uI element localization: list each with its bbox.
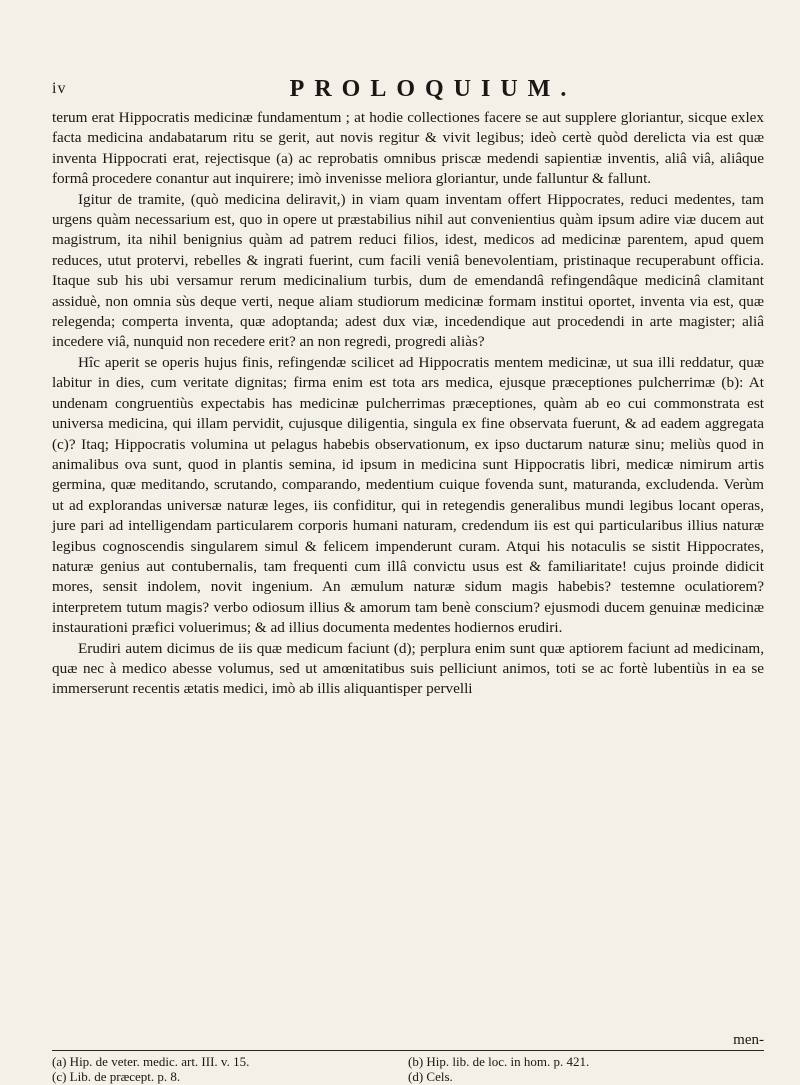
paragraph-1: terum erat Hippocratis medicinæ fundamentum ; at hodie collectiones facere se aut supplere gloriantur, sicque exlex facta medicina andabatarum ritu se gerit, aut novis regitur & vivit legibus; ideò certè quòd derelicta via est quæ inventa Hippocrati erat, rejectisque (a) ac reprobatis omnibus priscæ medendi sapientiæ inventis, aliâ viâ, aliâque formâ procedere conantur aut inquirere; imò invenisse meliora gloriantur, unde falluntur & fallunt.: [52, 109, 764, 188]
catchword: men-: [733, 1032, 764, 1048]
footnote-a: (a) Hip. de veter. medic. art. III. v. 15.: [52, 1054, 250, 1069]
page-number: iv: [52, 80, 67, 97]
paragraph-3: Hîc aperit se operis hujus finis, refingendæ scilicet ad Hippocratis mentem medicinæ, ut sua illi reddatur, quæ labitur in dies, cum veritate dignitas; firma enim est tota ars medica, ejusque præceptiones pulcherrimæ (b): At undenam congruentiùs expectabis has medicinæ pulcherrimas præceptiones, quàm ab eo cui commonstrata est universa medicina, qui illam pervidit, cujusque diligentia, singula ex fine observata fuerunt, & ad eadem aggregata (c)? Itaq; Hippocratis volumina ut pelagus habebis observationum, ex ipso ductarum naturæ sinu; meliùs quod in animalibus ova sunt, quod in plantis semina, id ipsum in medicina sunt Hippocratis libri, medicæ nimirum artis germina, quæ meditando, scrutando, comparando, medentium cuique fovenda sunt, maturanda, excludenda. Verùm ut ad explorandas universæ naturæ leges, iis confiditur, qui in retegendis generalibus mundi legibus locant operas, jure pari ad intelligendam particularem corporis humani naturam, credendum iis est qui particularibus illius naturæ legibus cognoscendis singularem simul & felicem impenderunt curam. Atqui his notaculis se sistit Hippocrates, naturæ genius aut contubernalis, tam frequenti cum illâ convictu usus est & familiaritate! cujus proinde didicit mores, sensit indolem, novit ingenium. An æmulum naturæ sidum magis habebis? testemne oculatiorem? interpretem tutum magis? verbo odiosum illius & amorum tam benè conscium? ejusmodi ducem genuinæ medicinæ instaurationi præfici voluerimus; & ad illius documenta medentes hodiernos erudiri.: [52, 353, 764, 637]
footnotes: [52, 1054, 764, 1084]
footnote-b: (b) Hip. lib. de loc. in hom. p. 421.: [408, 1054, 590, 1069]
main-text: [52, 108, 764, 700]
footnote-d: (d) Cels.: [408, 1069, 453, 1084]
running-title: PROLOQUIUM.: [289, 75, 577, 102]
paragraph-4: Erudiri autem dicimus de iis quæ medicum faciunt (d); perplura enim sunt quæ aptiorem faciunt ad medicinam, quæ nec à medico abesse volumus, sed ut amœnitatibus suis pelliciunt animos, toti se ac fortè lubentiùs in ea se immerserunt recentis ætatis medici, imò ab illis aliquantisper pervelli: [52, 639, 764, 698]
footnote-divider: [52, 1050, 764, 1051]
footnote-c: (c) Lib. de præcept. p. 8.: [52, 1069, 181, 1084]
paragraph-2: Igitur de tramite, (quò medicina deliravit,) in viam quam inventam offert Hippocrates, reduci medentes, tam urgens quàm necessarium est, quo in opere ut præstabilius nihil aut convenientius quàm ipsum adire viæ ducem aut magistrum, ita nihil benignius quàm ad patrem reduci filios, idest, medicos ad medicinæ parentem, apud quem reduces, utut protervi, rebelles & ingrati fuerint, cum facili veniâ benevolentiam, pristinaque recuperabunt officia. Itaque sub his ubi versamur rerum medicinalium turbis, dum de emendandâ refingendâque medicinâ clamitant assiduè, non omnia sùs deque verti, neque aliam studiorum medicinæ formam institui oportet, inventa via est, quæ relegenda; comperta inventa, quæ adoptanda; adest dux viæ, incedendique aut procedendi in arte magister; aliâ incedere viâ, nunquid non recedere erit? an non regredi, progredi aliàs?: [52, 190, 764, 351]
page-header: [52, 72, 764, 106]
